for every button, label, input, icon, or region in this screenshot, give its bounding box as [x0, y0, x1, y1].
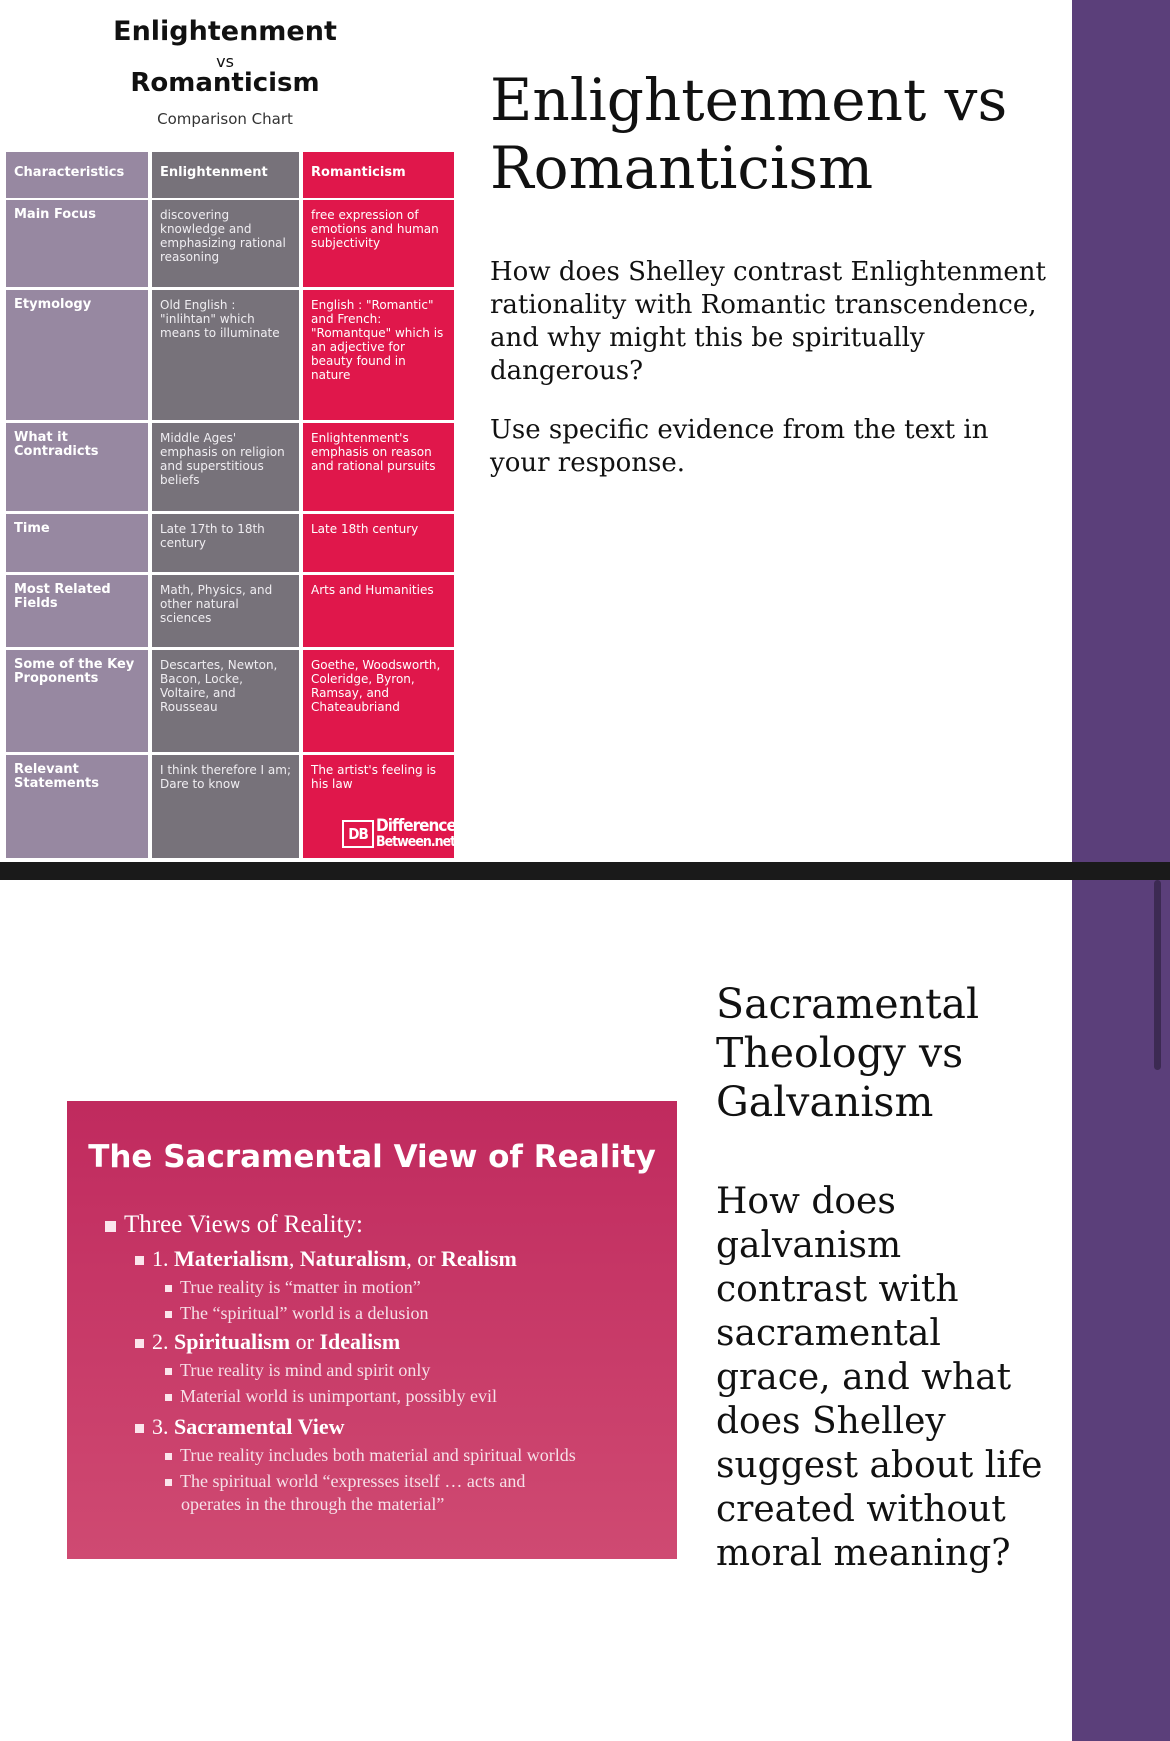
table-header-characteristics: Characteristics: [6, 152, 148, 198]
slide-1-title: Enlightenment vs Romanticism: [490, 66, 1008, 202]
slide-1-question: How does Shelley contrast Enlightenment rationality with Romantic transcendence, and why might this be spiritually dangerous?: [490, 257, 1047, 386]
chart-subtitle: Comparison Chart: [157, 110, 293, 128]
list-item: The spiritual world “expresses itself … acts and: [165, 1471, 525, 1492]
chart-title-vs: vs: [216, 52, 234, 71]
list-item: operates in the through the material”: [181, 1494, 445, 1514]
list-item: Three Views of Reality:: [105, 1211, 363, 1239]
difference-between-logo: [336, 810, 456, 860]
list-item: True reality is mind and spirit only: [165, 1360, 430, 1381]
list-item: 2. Spiritualism or Idealism: [135, 1329, 400, 1355]
row-enlightenment-statements: I think therefore I am; Dare to know: [152, 755, 299, 858]
row-enlightenment-contradicts: Middle Ages' emphasis on religion and superstitious beliefs: [152, 423, 299, 511]
bullet-icon: [165, 1394, 172, 1401]
bullet-icon: [135, 1424, 144, 1433]
chart-title-enlightenment: Enlightenment: [113, 16, 337, 47]
chart-title-romanticism: Romanticism: [130, 68, 320, 98]
row-enlightenment-fields: Math, Physics, and other natural sciences: [152, 575, 299, 647]
list-item: 3. Sacramental View: [135, 1414, 344, 1440]
row-romanticism-fields: Arts and Humanities: [303, 575, 454, 647]
row-enlightenment-proponents: Descartes, Newton, Bacon, Locke, Voltaire, and Rousseau: [152, 650, 299, 752]
row-enlightenment-main-focus: discovering knowledge and emphasizing rational reasoning: [152, 200, 299, 287]
bullet-icon: [165, 1285, 172, 1292]
table-header-romanticism: Romanticism: [303, 152, 454, 198]
sacramental-view-image: [67, 1101, 677, 1559]
row-label-main-focus: Main Focus: [6, 200, 148, 287]
slide-1[interactable]: [0, 0, 1072, 862]
table-header-enlightenment: Enlightenment: [152, 152, 299, 198]
list-item: True reality includes both material and spiritual worlds: [165, 1445, 576, 1466]
list-item: 1. Materialism, Naturalism, or Realism: [135, 1246, 517, 1272]
row-label-statements: Relevant Statements: [6, 755, 148, 858]
slide-separator: [0, 862, 1170, 880]
comparison-chart-header: [0, 0, 450, 148]
row-romanticism-etymology: English : "Romantic" and French: "Romantque" which is an adjective for beauty found in nature: [303, 290, 454, 420]
row-label-proponents: Some of the Key Proponents: [6, 650, 148, 752]
logo-text-2: Between.net: [376, 834, 456, 850]
slide-1-instruction: Use specific evidence from the text in your response.: [490, 415, 989, 478]
slide-2[interactable]: [0, 880, 1072, 1741]
row-label-fields: Most Related Fields: [6, 575, 148, 647]
bullet-icon: [135, 1339, 144, 1348]
list-item: True reality is “matter in motion”: [165, 1277, 421, 1298]
slide-2-question: How does galvanism contrast with sacramental grace, and what does Shelley suggest about life created without moral meaning?: [716, 1181, 1043, 1574]
row-enlightenment-time: Late 17th to 18th century: [152, 514, 299, 572]
bullet-icon: [165, 1368, 172, 1375]
row-romanticism-proponents: Goethe, Woodsworth, Coleridge, Byron, Ramsay, and Chateaubriand: [303, 650, 454, 752]
bullet-icon: [135, 1256, 144, 1265]
row-romanticism-time: Late 18th century: [303, 514, 454, 572]
row-romanticism-main-focus: free expression of emotions and human subjectivity: [303, 200, 454, 287]
row-label-time: Time: [6, 514, 148, 572]
bullet-icon: [105, 1221, 116, 1232]
bullet-icon: [165, 1453, 172, 1460]
bullet-icon: [165, 1311, 172, 1318]
row-enlightenment-etymology: Old English : "inlihtan" which means to illuminate: [152, 290, 299, 420]
slide-2-title: Sacramental Theology vs Galvanism: [716, 980, 980, 1126]
row-label-etymology: Etymology: [6, 290, 148, 420]
row-romanticism-statements: The artist's feeling is his law: [303, 755, 454, 858]
image-title: The Sacramental View of Reality: [88, 1139, 656, 1175]
slide-1-accent-bar: [1072, 0, 1170, 862]
scrollbar-thumb[interactable]: [1154, 880, 1161, 1070]
bullet-icon: [165, 1479, 172, 1486]
row-label-contradicts: What it Contradicts: [6, 423, 148, 511]
logo-mark: DB: [342, 820, 374, 848]
logo-text-1: Difference: [376, 816, 456, 836]
list-item: The “spiritual” world is a delusion: [165, 1303, 428, 1324]
row-romanticism-contradicts: Enlightenment's emphasis on reason and rational pursuits: [303, 423, 454, 511]
list-item: Material world is unimportant, possibly evil: [165, 1386, 497, 1407]
